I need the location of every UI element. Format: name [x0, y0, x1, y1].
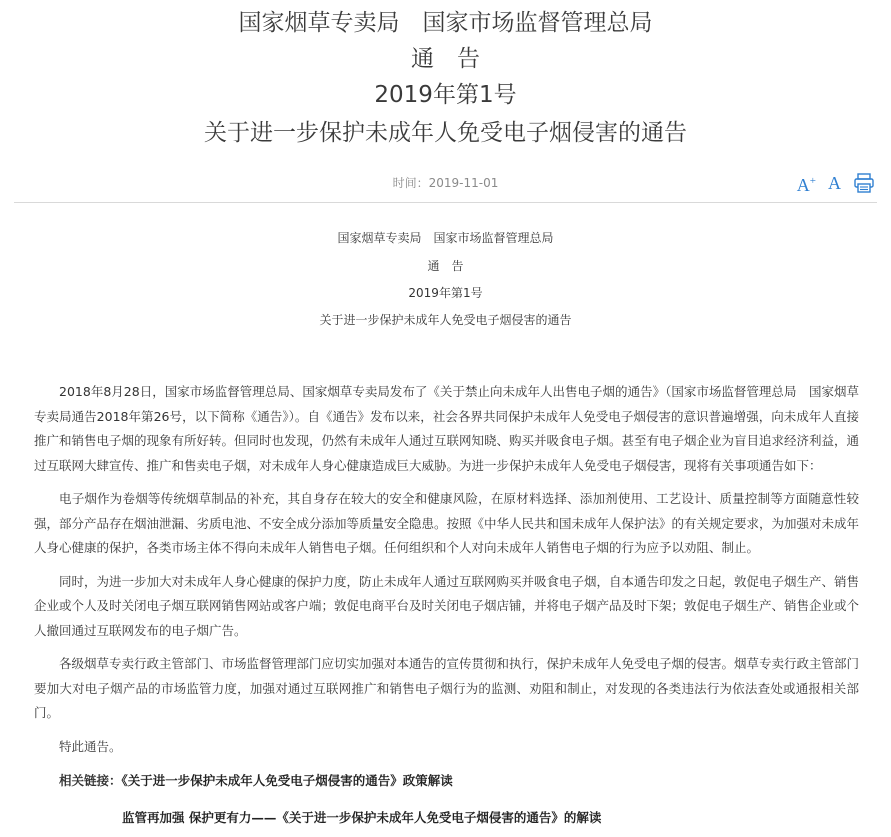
closing-line: 特此通告。: [59, 738, 122, 754]
body-paragraph: 2018年8月28日，国家市场监督管理总局、国家烟草专卖局发布了《关于禁止向未成年人出售电子烟的通告》（国家市场监督管理总局 国家烟草专卖局通告2018年第26号，以下简称《通告》）。自《通告》发布以来，社会各界共同保护未成年人免受电子烟侵害的意识普遍增强，向未成年人直接推广和销售电子烟的现象有所好转。但同时也发现，仍然有未成年人通过互联网知晓、购买并吸食电子烟。甚至有电子烟企业为盲目追求经济利益，通过互联网大肆宣传、推广和售卖电子烟，对未成年人身心健康造成巨大威胁。为进一步保护未成年人免受电子烟侵害，现将有关事项通告如下：: [34, 384, 860, 473]
related-link-interpretation[interactable]: 监管再加强 保护更有力——《关于进一步保护未成年人免受电子烟侵害的通告》的解读: [122, 809, 602, 825]
body-paragraph: 同时，为进一步加大对未成年人身心健康的保护力度，防止未成年人通过互联网购买并吸食电子烟，自本通告印发之日起，敦促电子烟生产、销售企业或个人及时关闭电子烟互联网销售网站或客户端；敦促电商平台及时关闭电子烟店铺，并将电子烟产品及时下架；敦促电子烟生产、销售企业或个人撤回通过互联网发布的电子烟广告。: [34, 573, 860, 638]
sub-doc-number: 2019年第1号: [408, 286, 483, 300]
date-value: 2019-11-01: [428, 176, 499, 190]
doc-number-heading: 2019年第1号: [374, 82, 517, 108]
related-links: [34, 769, 859, 794]
related-label: 相关链接：: [59, 773, 122, 788]
sub-issuers: 国家烟草专卖局 国家市场监督管理总局: [337, 231, 554, 245]
font-enlarge-label: A: [796, 175, 810, 195]
body-paragraph: 电子烟作为卷烟等传统烟草制品的补充，其自身存在较大的安全和健康风险，在原材料选择、添加剂使用、工艺设计、质量控制等方面随意性较强，部分产品存在烟油泄漏、劣质电池、不安全成分添加等质量安全隐患。按照《中华人民共和国未成年人保护法》的有关规定要求，为加强对未成年人身心健康的保护，各类市场主体不得向未成年人销售电子烟。任何组织和个人对向未成年人销售电子烟的行为应予以劝阻、制止。: [34, 491, 860, 555]
sub-title: 关于进一步保护未成年人免受电子烟侵害的通告: [319, 313, 572, 327]
publish-date: [0, 174, 891, 194]
print-icon[interactable]: [853, 172, 875, 194]
body-paragraph: 各级烟草专卖行政主管部门、市场监督管理部门应切实加强对本通告的宣传贯彻和执行，保护未成年人免受电子烟的侵害。烟草专卖行政主管部门要加大对电子烟产品的市场监管力度，加强对通过互联网推广和销售电子烟行为的监测、劝阻和制止，对发现的各类违法行为依法查处或通报相关部门。: [34, 656, 860, 720]
font-shrink-button[interactable]: A: [828, 173, 841, 193]
article-body: [34, 380, 859, 830]
sub-doc-type: 通 告: [427, 259, 464, 273]
related-link-policy-interpretation[interactable]: 《关于进一步保护未成年人免受电子烟侵害的通告》政策解读: [121, 773, 453, 788]
divider: [14, 202, 877, 203]
related-link-row: [34, 806, 859, 831]
article-tools: [797, 168, 875, 198]
page-title: 关于进一步保护未成年人免受电子烟侵害的通告: [204, 120, 687, 146]
date-label: 时间：: [392, 176, 429, 190]
font-enlarge-button[interactable]: [797, 168, 816, 198]
doc-type-heading: 通 告: [411, 46, 480, 72]
font-enlarge-sup: +: [809, 175, 816, 187]
issuers-heading: 国家烟草专卖局 国家市场监督管理总局: [238, 10, 653, 36]
